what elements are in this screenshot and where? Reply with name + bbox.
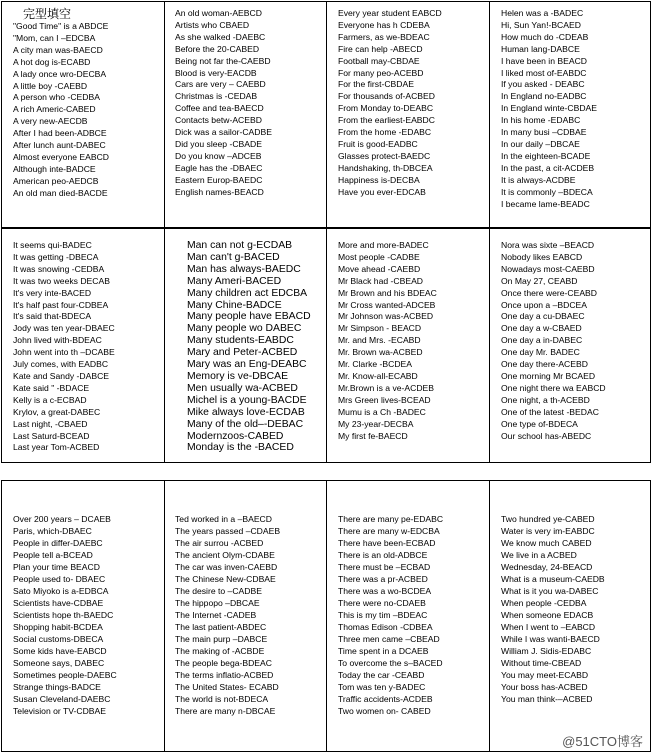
answer-line: Shopping habit-BCDEA <box>13 622 103 632</box>
answer-line: My 23-year-DECBA <box>338 418 414 429</box>
answer-line: One morning Mr BCAED <box>501 370 596 381</box>
answer-line: July comes, with EADBC <box>13 359 109 370</box>
answer-line: In our daily –DBCAE <box>501 138 580 149</box>
answer-line: I liked most of-EABDC <box>501 67 587 78</box>
column-divider <box>164 228 165 462</box>
answer-line: Some kids have-EABCD <box>13 646 107 656</box>
answer-line: In the past, a cit-ACDEB <box>501 162 595 173</box>
answer-line: Handshaking, th-DBCEA <box>338 162 433 173</box>
answer-line: Man can't g-BACED <box>187 251 280 263</box>
answer-line: Mr Cross wanted-ADCEB <box>338 299 436 310</box>
answer-line: There are many w-EDCBA <box>338 526 440 536</box>
answer-line: Jody was ten year-DBAEC <box>13 323 115 334</box>
answer-line: Artists who CBAED <box>175 19 250 30</box>
column-divider <box>326 481 327 751</box>
answer-line: We know much CABED <box>501 538 592 548</box>
answer-line: Sato Miyoko is a-EDBCA <box>13 586 109 596</box>
answer-line: Memory is ve-DBCAE <box>187 370 289 382</box>
watermark: @51CTO博客 <box>562 734 643 749</box>
answer-line: One day a w-CBAED <box>501 323 582 334</box>
answer-line: While I was wanti-BAECD <box>501 634 600 644</box>
column-divider <box>489 2 490 228</box>
answer-line: The Chinese New-CDBAE <box>175 574 276 584</box>
answer-line: One of the latest -BEDAC <box>501 406 599 417</box>
column-divider <box>164 481 165 751</box>
answer-line: Once there were-CEABD <box>501 287 597 298</box>
answer-line: The car was inven-CAEBD <box>175 562 278 572</box>
answer-line: People in differ-DAEBC <box>13 538 103 548</box>
answer-line: The making of -ACBDE <box>175 646 265 656</box>
answer-table-2 <box>1 227 651 463</box>
answer-line: Two hundred ye-CABED <box>501 514 595 524</box>
answer-line: Paris, which-DBAEC <box>13 526 92 536</box>
answer-line: From Monday to-DEABC <box>338 103 434 114</box>
answer-line: Helen was a -BADEC <box>501 8 584 18</box>
answer-line: Tom was ten y-BADEC <box>338 682 426 692</box>
answer-line: Have you ever-EDCAB <box>338 186 426 197</box>
answer-line: Strange things-BADCE <box>13 682 101 692</box>
answer-line: A city man was-BAECD <box>13 44 103 55</box>
answer-line: Kelly is a c-ECBAD <box>13 394 87 405</box>
answer-line: An old man died-BACDE <box>13 187 108 198</box>
answer-line: Contacts betw-ACEBD <box>175 115 262 126</box>
answer-line: Thomas Edison -CDBEA <box>338 622 433 632</box>
answer-line: In the eighteen-BCADE <box>501 150 591 161</box>
answer-line: Did you sleep -CBADE <box>175 138 262 149</box>
answer-line: The Internet -CADEB <box>175 610 257 620</box>
table2-column-2 <box>187 228 325 454</box>
answer-line: Mrs Green lives-BCEAD <box>338 394 431 405</box>
answer-line: The ancient Olym-CDABE <box>175 550 275 560</box>
answer-line: We live in a ACBED <box>501 550 577 560</box>
answer-line: Kate and Sandy -DABCE <box>13 370 110 381</box>
answer-line: John went into th –DCABE <box>13 347 115 358</box>
answer-line: For many peo-ACEBD <box>338 67 424 78</box>
answer-line: The last patient-ABDEC <box>175 622 267 632</box>
answer-line: Many of the old–-DEBAC <box>187 418 304 430</box>
answer-line: Mr. and Mrs. -ECABD <box>338 335 421 346</box>
answer-line: Sometimes people-DAEBC <box>13 670 117 680</box>
answer-line: From the earliest-EABDC <box>338 115 435 126</box>
table2-column-4 <box>501 228 647 442</box>
answer-line: Someone says, DABEC <box>13 658 105 668</box>
answer-line: One type of-BDECA <box>501 418 578 429</box>
answer-line: Last year Tom-ACBED <box>13 442 100 453</box>
answer-line: "Mom, can I –EDCBA <box>13 32 96 43</box>
page-title: 完型填空 <box>23 7 72 21</box>
answer-line: Many people wo DABEC <box>187 323 302 335</box>
answer-line: John lived with-BDEAC <box>13 335 102 346</box>
answer-line: When people -CEDBA <box>501 598 587 608</box>
table3-column-1 <box>13 481 162 717</box>
answer-line: Farmers, as we-BDEAC <box>338 31 430 42</box>
answer-line: A rich Americ-CABED <box>13 104 96 115</box>
answer-line: For the first-CBDAE <box>338 79 414 90</box>
answer-line: Mr Simpson - BEACD <box>338 323 422 334</box>
answer-line: The people bega-BDEAC <box>175 658 272 668</box>
answer-line: Everyone has h CDEBA <box>338 19 430 30</box>
answer-line: Your boss has-ACBED <box>501 682 588 692</box>
answer-line: After lunch aunt-DABEC <box>13 140 106 151</box>
answer-line: My first fe-BAECD <box>338 430 408 441</box>
answer-line: I became lame-BEADC <box>501 198 590 209</box>
answer-line: Fruit is good-EADBC <box>338 138 418 149</box>
answer-line: Mr. Clarke -BCDEA <box>338 359 413 370</box>
answer-line: The hippopo –DBCAE <box>175 598 260 608</box>
answer-line: In England winte-CBDAE <box>501 103 598 114</box>
table1-column-3 <box>338 2 488 199</box>
answer-line: Mike always love-ECDAB <box>187 406 305 418</box>
answer-line: Glasses protect-BAEDC <box>338 150 431 161</box>
answer-line: Eastern Europ-BAEDC <box>175 174 263 185</box>
answer-line: A very new-AECDB <box>13 116 88 127</box>
answer-line: Many Ameri-BACED <box>187 275 282 287</box>
answer-line: Last Saturd-BCEAD <box>13 430 90 441</box>
answer-line: Susan Cleveland-DAEBC <box>13 694 111 704</box>
answer-line: William J. Sidis-EDABC <box>501 646 592 656</box>
answer-line: Nobody likes EABCD <box>501 251 583 262</box>
answer-line: One night, a th-ACEBD <box>501 394 590 405</box>
answer-line: It is always-ACDBE <box>501 174 576 185</box>
answer-line: Dick was a sailor-CADBE <box>175 127 272 138</box>
answer-line: You man think-–ACBED <box>501 694 593 704</box>
answer-line: Mumu is a Ch -BADEC <box>338 406 426 417</box>
answer-line: Mr.Brown is a ve-ACDEB <box>338 382 434 393</box>
answer-line: Almost everyone EABCD <box>13 151 109 162</box>
answer-table-1 <box>1 1 651 229</box>
answer-line: It is commonly –BDECA <box>501 186 593 197</box>
answer-line: American peo-AEDCB <box>13 175 99 186</box>
answer-line: There were no-CDAEB <box>338 598 426 608</box>
answer-line: There are many pe-EDABC <box>338 514 444 524</box>
column-divider <box>164 2 165 228</box>
answer-line: Hi, Sun Yan!-BCAED <box>501 19 581 30</box>
answer-line: Move ahead -CAEBD <box>338 263 421 274</box>
answer-line: There are many n-DBCAE <box>175 706 276 716</box>
answer-line: How much do -CDEAB <box>501 31 589 42</box>
answer-line: Cars are very – CAEBD <box>175 79 266 90</box>
answer-table-3 <box>1 480 651 752</box>
answer-line: Most people -CADBE <box>338 251 420 262</box>
answer-line: In England no-EADBC <box>501 91 587 102</box>
answer-line: Man can not g-ECDAB <box>187 240 293 251</box>
answer-line: There is an old-ADBCE <box>338 550 428 560</box>
answer-line: In his home -EDABC <box>501 115 581 126</box>
table2-column-1 <box>13 228 162 454</box>
answer-line: Traffic accidents-ACDEB <box>338 694 433 704</box>
answer-line: You may meet-ECABD <box>501 670 589 680</box>
answer-line: One day a cu-DBAEC <box>501 311 585 322</box>
answer-line: Scientists hope th-BAEDC <box>13 610 114 620</box>
answer-line: One day there-ACEBD <box>501 359 588 370</box>
answer-line: Coffee and tea-BAECD <box>175 103 264 114</box>
answer-line: The world is not-BDECA <box>175 694 269 704</box>
answer-line: Wednesday, 24-BEACD <box>501 562 593 572</box>
answer-line: A person who -CEDBA <box>13 92 100 103</box>
answer-line: As she walked -DAEBC <box>175 31 266 42</box>
answer-line: To overcome the s–BACED <box>338 658 443 668</box>
column-divider <box>489 228 490 462</box>
answer-line: In many busi –CDBAE <box>501 127 587 138</box>
answer-line: What is it you wa-DABEC <box>501 586 599 596</box>
answer-line: Today the car -CEABD <box>338 670 425 680</box>
table2-column-3 <box>338 228 488 442</box>
answer-line: A little boy -CAEBD <box>13 80 88 91</box>
answer-line: The desire to –CADBE <box>175 586 262 596</box>
answer-line: Kate said " -BDACE <box>13 382 90 393</box>
answer-line: Plan your time BEACD <box>13 562 100 572</box>
answer-line: Over 200 years – DCAEB <box>13 514 111 524</box>
answer-line: Social customs-DBECA <box>13 634 104 644</box>
answer-line: It was snowing -CEDBA <box>13 263 105 274</box>
answer-line: Two women on- CABED <box>338 706 431 716</box>
answer-line: There must be –ECBAD <box>338 562 431 572</box>
answer-line: It was getting -DBECA <box>13 251 99 262</box>
answer-line: Fire can help -ABECD <box>338 43 423 54</box>
answer-line: Every year student EABCD <box>338 8 442 18</box>
table3-column-3 <box>338 481 488 717</box>
answer-line: On May 27, CEABD <box>501 275 578 286</box>
table1-column-4 <box>501 2 647 210</box>
answer-line: Our school has-ABEDC <box>501 430 592 441</box>
table1-column-1 <box>13 2 162 200</box>
table3-column-2 <box>175 481 325 717</box>
answer-line: Mary and Peter-ACBED <box>187 347 298 359</box>
answer-line: It was two weeks DECAB <box>13 275 110 286</box>
answer-line: Ted worked in a –BAECD <box>175 514 272 524</box>
answer-line: One day a in-DABEC <box>501 335 583 346</box>
answer-line: The air surrou -ACBED <box>175 538 264 548</box>
answer-line: The main purp –DABCE <box>175 634 268 644</box>
answer-line: There have been-ECBAD <box>338 538 436 548</box>
answer-line: Nora was sixte –BEACD <box>501 240 595 250</box>
answer-line: Many students-EABDC <box>187 335 294 347</box>
answer-line: Blood is very-EACDB <box>175 67 257 78</box>
answer-line: It's half past four-CDBEA <box>13 299 109 310</box>
answer-line: Many children act EDCBA <box>187 287 308 299</box>
answer-line: Before the 20-CABED <box>175 43 260 54</box>
answer-line: It's very inte-BACED <box>13 287 92 298</box>
column-divider <box>326 228 327 462</box>
answer-line: What is a museum-CAEDB <box>501 574 605 584</box>
answer-line: Mr Brown and his BDEAC <box>338 287 437 298</box>
answer-line: It's said that-BDECA <box>13 311 92 322</box>
answer-line: There was a wo-BCDEA <box>338 586 432 596</box>
answer-line: Man has always-BAEDC <box>187 263 301 275</box>
answer-line: An old woman-AEBCD <box>175 8 262 18</box>
answer-line: English names-BEACD <box>175 186 264 197</box>
answer-line: When I went to –EABCD <box>501 622 596 632</box>
answer-line: Do you know –ADCEB <box>175 150 262 161</box>
answer-line: Michel is a young-BACDE <box>187 394 307 406</box>
answer-line: Men usually wa-ACBED <box>187 382 298 394</box>
answer-line: The terms inflatio-ACBED <box>175 670 274 680</box>
answer-line: From the home -EDABC <box>338 127 432 138</box>
answer-line: Christmas is -CEDAB <box>175 91 258 102</box>
column-divider <box>489 481 490 751</box>
answer-line: More and more-BADEC <box>338 240 429 250</box>
answer-line: Monday is the -BACED <box>187 442 294 454</box>
answer-line: The years passed –CDAEB <box>175 526 281 536</box>
answer-line: After I had been-ADBCE <box>13 128 107 139</box>
answer-line: Water is very im-EABDC <box>501 526 595 536</box>
answer-line: A hot dog is-ECABD <box>13 56 91 67</box>
column-divider <box>326 2 327 228</box>
answer-line: Three men came –CBEAD <box>338 634 440 644</box>
answer-line: Human lang-DABCE <box>501 43 580 54</box>
answer-line: Mr Johnson was-ACBED <box>338 311 434 322</box>
answer-line: This is my tim –BDEAC <box>338 610 428 620</box>
answer-line: Time spent in a DCAEB <box>338 646 429 656</box>
answer-line: There was a pr-ACBED <box>338 574 428 584</box>
answer-line: "Good Time" is a ABDCE <box>13 21 109 31</box>
answer-line: The United States- ECABD <box>175 682 279 692</box>
answer-line: Mr. Brown wa-ACBED <box>338 347 423 358</box>
table1-column-2 <box>175 2 325 199</box>
answer-line: Mary was an Eng-DEABC <box>187 359 307 371</box>
answer-line: Without time-CBEAD <box>501 658 582 668</box>
answer-line: Mr. Know-all-ECABD <box>338 370 418 381</box>
answer-line: Last night, -CBAED <box>13 418 88 429</box>
answer-line: Many people have EBACD <box>187 311 311 323</box>
answer-line: It seems qui-BADEC <box>13 240 92 250</box>
table3-column-4 <box>501 481 647 705</box>
answer-line: Football may-CBDAE <box>338 55 420 66</box>
answer-line: If you asked - DEABC <box>501 79 585 90</box>
answer-line: Eagle has the -DBAEC <box>175 162 263 173</box>
answer-line: Modernzoos-CABED <box>187 430 284 442</box>
answer-line: Scientists have-CDBAE <box>13 598 104 608</box>
answer-line: Many Chine-BADCE <box>187 299 282 311</box>
answer-line: A lady once wro-DECBA <box>13 68 107 79</box>
answer-line: One day Mr. BADEC <box>501 347 580 358</box>
answer-line: Television or TV-CDBAE <box>13 706 106 716</box>
answer-line: Mr Black had -CBEAD <box>338 275 424 286</box>
answer-line: When someone EDACB <box>501 610 594 620</box>
answer-line: People tell a-BCEAD <box>13 550 93 560</box>
answer-line: People used to- DBAEC <box>13 574 106 584</box>
answer-line: For thousands of-ACBED <box>338 91 435 102</box>
answer-line: Krylov, a great-DABEC <box>13 406 101 417</box>
answer-line: One night there wa EABCD <box>501 382 606 393</box>
answer-line: Although inte-BADCE <box>13 163 96 174</box>
answer-line: Once upon a –BDCEA <box>501 299 587 310</box>
answer-line: Happiness is-DECBA <box>338 174 420 185</box>
answer-line: Being not far the-CAEBD <box>175 55 271 66</box>
answer-line: Nowadays most-CAEBD <box>501 263 595 274</box>
answer-line: I have been in BEACD <box>501 55 587 66</box>
